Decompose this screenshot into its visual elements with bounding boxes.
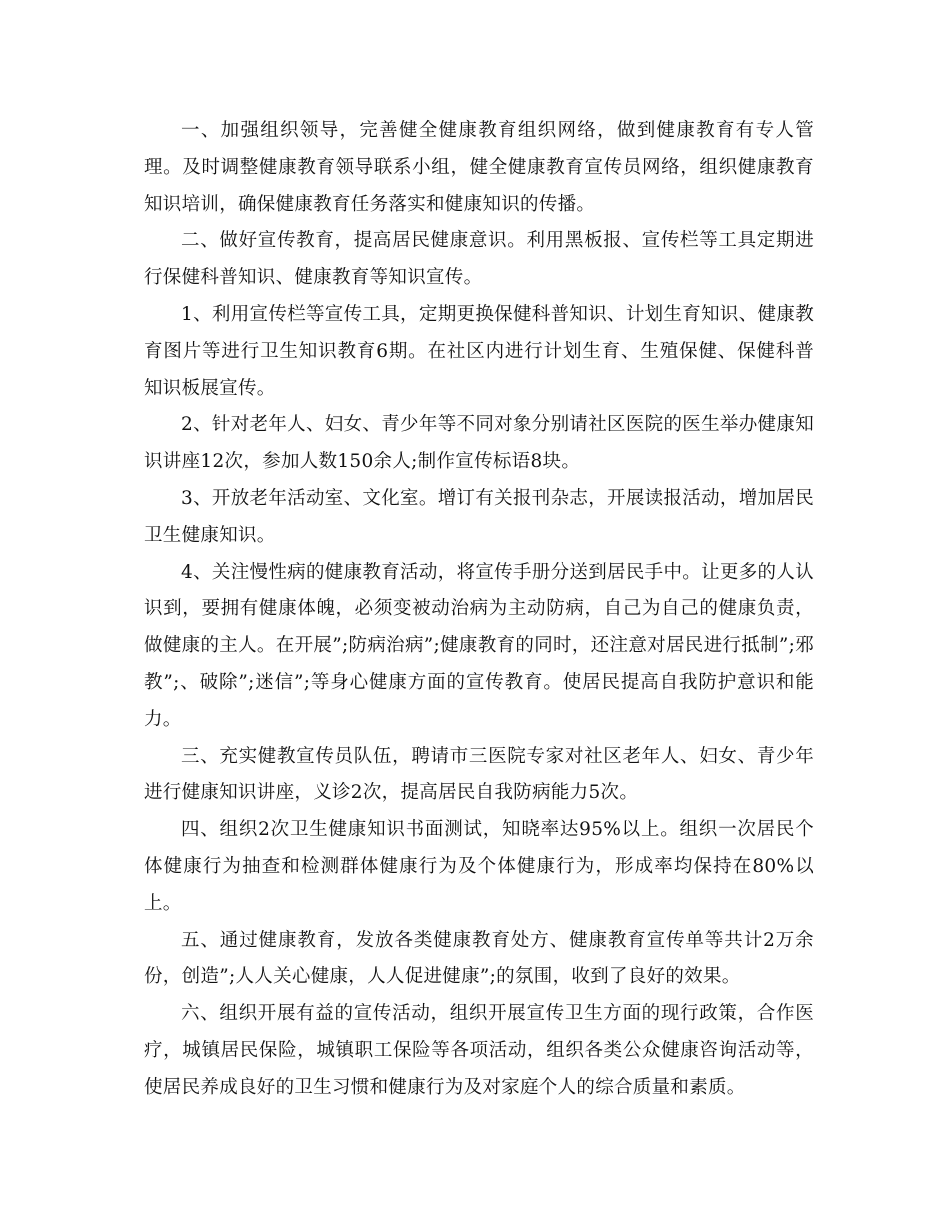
paragraph-6: 4、关注慢性病的健康教育活动，将宣传手册分送到居民手中。让更多的人认识到，要拥有健康体魄，必须变被动治病为主动防病，自己为自己的健康负责，做健康的主人。在开展”;防病治病”;健康教育的同时，还注意对居民进行抵制”;邪教”;、破除”;迷信”;等身心健康方面的宣传教育。使居民提高自我防护意识和能力。 [144,561,814,730]
paragraph-10: 六、组织开展有益的宣传活动，组织开展宣传卫生方面的现行政策，合作医疗，城镇居民保险，城镇职工保险等各项活动，组织各类公众健康咨询活动等，使居民养成良好的卫生习惯和健康行为及对家庭个人的综合质量和素质。 [144,1003,814,1098]
paragraph-1: 一、加强组织领导，完善健全健康教育组织网络，做到健康教育有专人管理。及时调整健康教育领导联系小组，健全健康教育宣传员网络，组织健康教育知识培训，确保健康教育任务落实和健康知识的传播。 [144,120,814,215]
paragraph-4: 2、针对老年人、妇女、青少年等不同对象分别请社区医院的医生举办健康知识讲座12次，参加人数150余人;制作宣传标语8块。 [144,414,814,473]
paragraph-9: 五、通过健康教育，发放各类健康教育处方、健康教育宣传单等共计2万余份，创造”;人人关心健康，人人促进健康”;的氛围，收到了良好的效果。 [144,929,814,988]
paragraph-3: 1、利用宣传栏等宣传工具，定期更换保健科普知识、计划生育知识、健康教育图片等进行卫生知识教育6期。在社区内进行计划生育、生殖保健、保健科普知识板展宣传。 [144,303,814,399]
paragraph-7: 三、充实健教宣传员队伍，聘请市三医院专家对社区老年人、妇女、青少年进行健康知识讲座，义诊2次，提高居民自我防病能力5次。 [144,745,814,804]
paragraph-2: 二、做好宣传教育，提高居民健康意识。利用黑板报、宣传栏等工具定期进行保健科普知识、健康教育等知识宣传。 [144,230,814,289]
document-body [144,113,814,1107]
paragraph-8: 四、组织2次卫生健康知识书面测试，知晓率达95%以上。组织一次居民个体健康行为抽查和检测群体健康行为及个体健康行为，形成率均保持在80%以上。 [144,819,814,914]
paragraph-5: 3、开放老年活动室、文化室。增订有关报刊杂志，开展读报活动，增加居民卫生健康知识。 [144,487,814,546]
